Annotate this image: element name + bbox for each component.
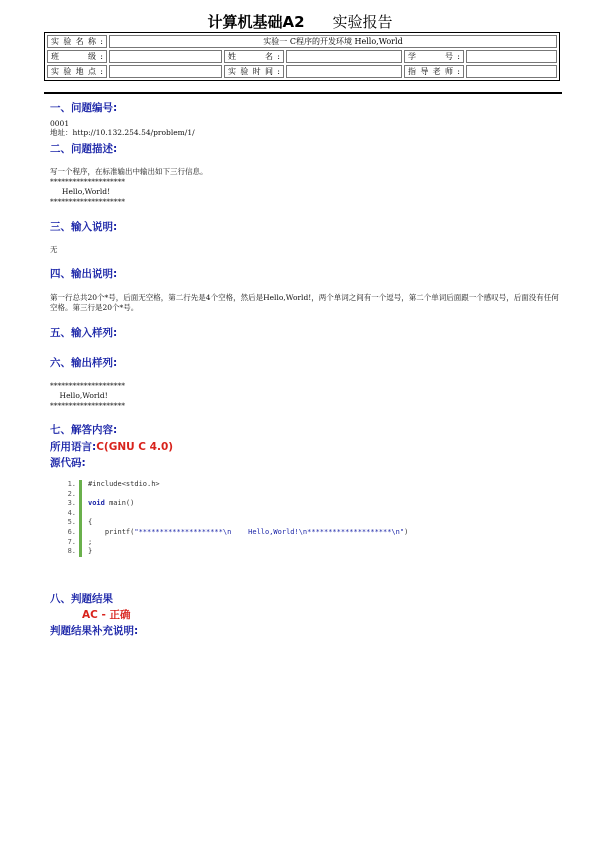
section-output-heading: 四、输出说明: — [50, 268, 118, 280]
info-row-experiment — [47, 35, 557, 48]
code-line — [58, 509, 518, 519]
code-line — [58, 499, 518, 509]
code-text — [79, 490, 518, 500]
result-note-label: 判题结果补充说明: — [50, 625, 139, 637]
line-number: 4. — [67, 508, 76, 517]
section-result-heading: 八、判题结果 — [50, 593, 113, 605]
language-value: C(GNU C 4.0) — [96, 441, 174, 453]
description-stars-top: ******************** — [50, 177, 125, 186]
code-text: } — [79, 547, 518, 557]
time-value — [286, 65, 402, 78]
code-text — [79, 528, 518, 538]
description-text: 写一个程序，在标准输出中输出如下三行信息。 — [50, 167, 208, 176]
sample-hello: Hello,World! — [50, 391, 108, 400]
line-number: 1. — [67, 480, 76, 488]
code-line — [58, 538, 518, 548]
info-row-location — [47, 65, 557, 78]
info-row-class — [47, 50, 557, 63]
code-text — [79, 499, 518, 509]
location-value — [109, 65, 222, 78]
code-text: { — [79, 518, 518, 528]
course-title: 计算机基础A2 — [207, 13, 305, 31]
section-description-heading: 二、问题描述: — [50, 143, 118, 155]
class-label: 班 级: — [47, 50, 107, 63]
location-label: 实验地点: — [47, 65, 107, 78]
code-keyword: void — [88, 499, 105, 508]
sample-stars-top: ******************** — [50, 381, 125, 390]
code-line — [58, 528, 518, 538]
section-output-sample-heading: 六、输出样列: — [50, 357, 118, 369]
line-number: 5. — [67, 518, 76, 527]
student-id-label: 学 号: — [404, 50, 464, 63]
code-line — [58, 490, 518, 500]
line-number: 2. — [67, 489, 76, 498]
description-stars-bottom: ******************** — [50, 197, 125, 206]
info-table — [44, 32, 560, 81]
section-input-heading: 三、输入说明: — [50, 221, 118, 233]
report-label: 实验报告 — [332, 13, 393, 31]
header-divider — [44, 92, 562, 94]
experiment-name-value: 实验一 C程序的开发环境 Hello,World — [109, 35, 557, 48]
code-line — [58, 480, 518, 490]
description-hello: Hello,World! — [50, 187, 111, 196]
code-plain: ) — [404, 527, 409, 536]
code-plain: main() — [104, 499, 135, 508]
code-line — [58, 547, 518, 557]
source-code-label: 源代码: — [50, 457, 86, 469]
class-value — [109, 50, 222, 63]
code-line — [58, 518, 518, 528]
section-answer-heading: 七、解答内容: — [50, 424, 118, 436]
line-number: 7. — [67, 537, 76, 546]
teacher-label: 指导老师: — [404, 65, 464, 78]
section-problem-number-heading: 一、问题编号: — [50, 102, 118, 114]
student-id-value — [466, 50, 557, 63]
code-text: ; — [79, 538, 518, 548]
teacher-value — [466, 65, 557, 78]
language-label: 所用语言: — [50, 441, 97, 453]
sample-stars-bottom: ******************** — [50, 401, 125, 410]
name-label: 姓 名: — [224, 50, 284, 63]
line-number: 6. — [67, 527, 76, 536]
language-line — [50, 441, 173, 454]
output-text: 第一行总共20个*号，后面无空格，第二行先是4个空格，然后是Hello,World!，两个单词之间有一个逗号，第二个单词后面跟一个感叹号，后面没有任何空格。第三行是20个*号。 — [50, 293, 559, 312]
experiment-name-label: 实验名称: — [47, 35, 107, 48]
problem-address: 地址：http://10.132.254.54/problem/1/ — [50, 128, 195, 137]
code-plain: printf( — [88, 527, 135, 536]
problem-number: 0001 — [50, 119, 70, 128]
code-text: #include<stdio.h> — [79, 480, 518, 490]
name-value — [286, 50, 402, 63]
report-title — [0, 12, 600, 33]
code-string: "********************\n Hello,World!\n********************\n" — [134, 527, 405, 536]
code-text — [79, 509, 518, 519]
input-text: 无 — [50, 245, 58, 254]
result-status: AC - 正确 — [82, 609, 131, 621]
line-number: 8. — [67, 547, 76, 556]
time-label: 实验时间: — [224, 65, 284, 78]
source-code-block — [58, 480, 518, 557]
section-input-sample-heading: 五、输入样列: — [50, 327, 118, 339]
line-number: 3. — [67, 499, 76, 508]
